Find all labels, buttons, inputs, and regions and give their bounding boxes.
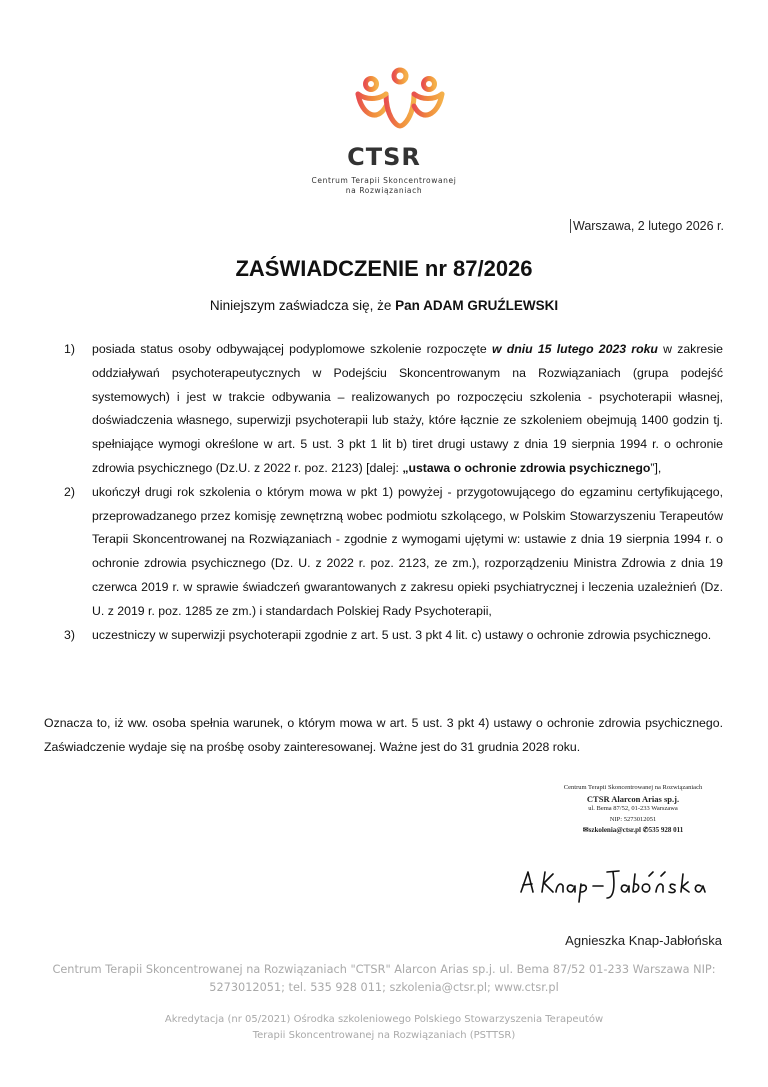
- item-text: ukończył drugi rok szkolenia o którym mowa w pkt 1) powyżej - przygotowującego do egzaminu certyfikującego, przeprowadzanego przez komisję zewnętrzną wobec podmiotu szkolącego, w Polskim Stowarzyszeniu Terapeutów Terapii Skoncentrowanej na Rozwiązaniach - zgodnie z wymogami ujętymi w: ustawie z dnia 19 sierpnia 1994 r. o ochronie zdrowia psychicznego (Dz. U. z 2022 r. poz. 2123, ze zm.), rozporządzeniu Ministra Zdrowia z dnia 19 czerwca 2019 r. w sprawie świadczeń gwarantowanych z zakresu opieki psychiatrycznej i leczenia uzależnień (Dz. U. z 2019 r. poz. 1285 ze zm.) i standardach Polskiej Rady Psychoterapii,: [92, 484, 723, 618]
- item-number: 3): [64, 627, 75, 642]
- intro-text: Niniejszym zaświadcza się, że: [209, 298, 396, 313]
- item-text: posiada status osoby odbywającej podyplomowe szkolenie rozpoczęte: [92, 342, 492, 356]
- list-item: [64, 481, 723, 624]
- list-item: [64, 624, 723, 648]
- start-date-emphasis: w dniu 15 lutego 2023 roku: [491, 342, 658, 356]
- intro-line: [0, 298, 768, 313]
- item-text: ”],: [650, 460, 662, 475]
- company-stamp: [548, 783, 718, 836]
- footer-line: Terapii Skoncentrowanej na Rozwiązaniach (PSTTSR): [252, 1030, 516, 1041]
- act-name-emphasis: „ustawa o ochronie zdrowia psychicznego: [402, 460, 651, 475]
- stamp-line: CTSR Alarcon Arias sp.j.: [586, 793, 680, 804]
- handwritten-signature: [515, 862, 725, 917]
- person-name: Pan ADAM GRUŹLEWSKI: [395, 298, 559, 313]
- footer-company-info: [40, 961, 728, 997]
- logo-subtitle-line2: na Rozwiązaniach: [345, 186, 423, 195]
- item-text: w zakresie oddziaływań psychoterapeutycznych w Podejściu Skoncentrowanym na Rozwiązaniach (grupa podejść systemowych) i jest w trakcie odbywania – realizowanych po rozpoczęciu szkolenia - psychoterapii własnej, doświadczenia własnego, superwizji psychoterapii lub staży, które łącznie ze szkoleniem obejmują 1400 godzin tj. spełniające wymogi określone w art. 5 ust. 3 pkt 1 lit b) tiret drugi ustawy z dnia 19 sierpnia 1994 r. o ochronie zdrowia psychicznego (Dz.U. z 2022 r. poz. 2123) [dalej:: [92, 342, 723, 475]
- logo-subtitle-line1: Centrum Terapii Skoncentrowanej: [311, 176, 457, 185]
- signer-name: Agnieszka Knap-Jabłońska: [565, 933, 722, 948]
- stamp-line: Centrum Terapii Skoncentrowanej na Rozwiązaniach: [563, 784, 703, 791]
- validity-note: Oznacza to, iż ww. osoba spełnia warunek, o którym mowa w art. 5 ust. 3 pkt 4) ustawy o ochronie zdrowia psychicznego. Zaświadczenie wydaje się na prośbę osoby zainteresowanej. Ważne jest do 31 grudnia 2028 roku.: [44, 716, 723, 754]
- item-text: uczestniczy w superwizji psychoterapii zgodnie z art. 5 ust. 3 pkt 4 lit. c) ustawy o ochronie zdrowia psychicznego.: [92, 627, 712, 642]
- certificate-items: [64, 338, 723, 647]
- item-number: 1): [64, 342, 75, 356]
- logo-name: CTSR: [347, 143, 421, 171]
- stamp-line: ul. Bema 87/52, 01-233 Warszawa: [588, 805, 678, 812]
- footer-line: Akredytacja (nr 05/2021) Ośrodka szkoleniowego Polskiego Stowarzyszenia Terapeutów: [164, 1014, 604, 1025]
- document-title: ZAŚWIADCZENIE nr 87/2026: [235, 256, 533, 281]
- stamp-line: ✉szkolenia@ctsr.pl ✆535 928 011: [582, 826, 684, 834]
- list-item: [64, 338, 723, 481]
- document-date: Warszawa, 2 lutego 2026 r.: [570, 219, 724, 233]
- footer-accreditation: [60, 1012, 708, 1044]
- ctsr-logo-icon: [352, 66, 448, 130]
- footer-line: 5273012051; tel. 535 928 011; szkolenia@ctsr.pl; www.ctsr.pl: [209, 981, 559, 994]
- footer-line: Centrum Terapii Skoncentrowanej na Rozwiązaniach "CTSR" Alarcon Arias sp.j. ul. Bema 87/52 01-233 Warszawa NIP:: [52, 963, 716, 976]
- signature-image: [515, 862, 725, 912]
- stamp-line: NIP: 5273012051: [609, 815, 657, 823]
- item-number: 2): [64, 484, 75, 499]
